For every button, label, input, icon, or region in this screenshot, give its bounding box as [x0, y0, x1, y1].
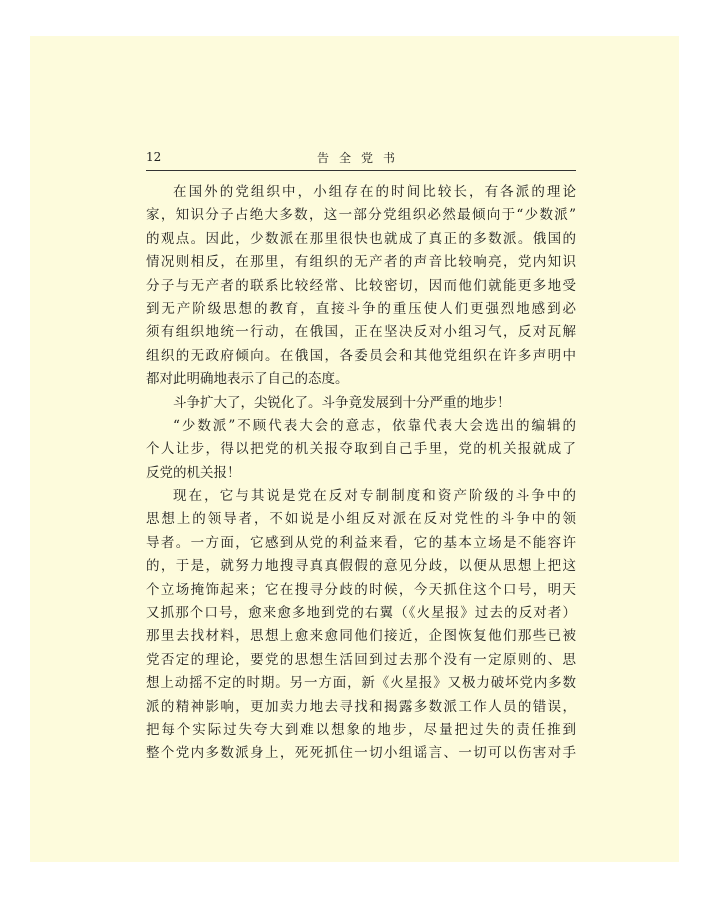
text-line: 分子与无产者的联系比较经常、比较密切，因而他们就能更多地受: [146, 277, 576, 294]
text-line: 在国外的党组织中，小组存在的时间比较长，有各派的理论: [173, 184, 576, 200]
text-line: 家，知识分子占绝大多数，这一部分党组织必然最倾向于“少数派”: [146, 207, 576, 224]
text-line: 思想上的领导者，不如说是小组反对派在反对党性的斗争中的领: [146, 511, 576, 528]
text-line: 个人让步，得以把党的机关报夺取到自己手里，党的机关报就成了: [146, 441, 576, 458]
body-text: [146, 181, 576, 766]
page-header: [146, 148, 576, 171]
text-line: 又抓那个口号，愈来愈多地到党的右翼（《火星报》过去的反对者）: [146, 605, 576, 622]
running-title: 告全党书: [316, 151, 405, 165]
text-line: 党否定的理论，要党的思想生活回到过去那个没有一定原则的、思: [146, 651, 576, 668]
text-line: 的，于是，就努力地搜寻真真假假的意见分歧，以便从思想上把这: [146, 558, 576, 575]
page-number: 12: [146, 150, 162, 164]
text-line: 情况则相反，在那里，有组织的无产者的声音比较响亮，党内知识: [146, 254, 576, 271]
text-line: 反党的机关报！: [146, 464, 241, 481]
text-line: 组织的无政府倾向。在俄国，各委员会和其他党组织在许多声明中: [146, 347, 576, 364]
text-line: 斗争扩大了，尖锐化了。斗争竟发展到十分严重的地步！: [173, 394, 511, 411]
text-line: 那里去找材料，思想上愈来愈同他们接近，企图恢复他们那些已被: [146, 628, 576, 645]
text-line: 须有组织地统一行动，在俄国，正在坚决反对小组习气，反对瓦解: [146, 324, 576, 341]
text-line: 个立场掩饰起来；它在搜寻分歧的时候，今天抓住这个口号，明天: [146, 581, 576, 598]
text-line: 导者。一方面，它感到从党的利益来看，它的基本立场是不能容许: [146, 534, 576, 551]
text-line: 把每个实际过失夸大到难以想象的地步，尽量把过失的责任推到: [146, 721, 576, 738]
text-line: 想上动摇不定的时期。另一方面，新《火星报》又极力破坏党内多数: [146, 675, 576, 692]
text-line: 整个党内多数派身上，死死抓住一切小组谣言、一切可以伤害对手: [146, 745, 576, 762]
text-line: 现在，它与其说是党在反对专制制度和资产阶级的斗争中的: [173, 488, 576, 505]
text-line: 到无产阶级思想的教育，直接斗争的重压使人们更强烈地感到必: [146, 300, 576, 317]
text-line: 的观点。因此，少数派在那里很快也就成了真正的多数派。俄国的: [146, 230, 576, 247]
text-line: “少数派”不顾代表大会的意志，依靠代表大会选出的编辑的: [173, 417, 576, 434]
text-line: 都对此明确地表示了自己的态度。: [146, 371, 349, 388]
text-line: 派的精神影响，更加卖力地去寻找和揭露多数派工作人员的错误，: [146, 698, 576, 715]
